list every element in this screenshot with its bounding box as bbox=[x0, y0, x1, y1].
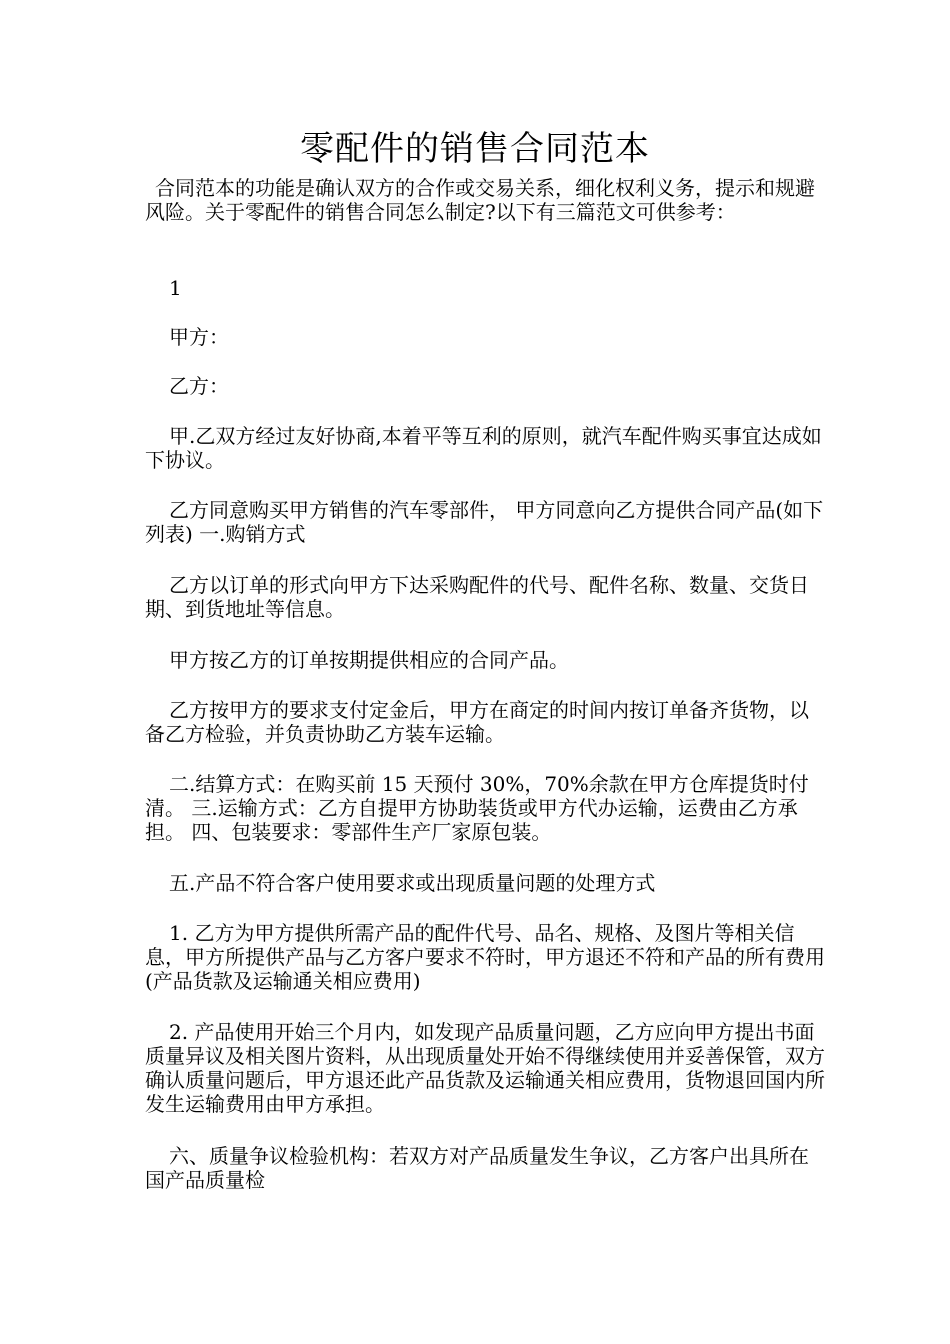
deposit-paragraph: 乙方按甲方的要求支付定金后，甲方在商定的时间内按订单备齐货物，以备乙方检验，并负责协助乙方装车运输。 bbox=[145, 698, 809, 746]
supply-paragraph: 甲方按乙方的订单按期提供相应的合同产品。 bbox=[169, 648, 569, 672]
clause-two-paragraph: 2. 产品使用开始三个月内，如发现产品质量问题，乙方应向甲方提出书面质量异议及相关图片资料，从出现质量处开始不得继续使用并妥善保管，双方确认质量问题后，甲方退还此产品货款及运输通关相应费用，货物退回国内所发生运输费用由甲方承担。 bbox=[145, 1020, 825, 1116]
section-five-heading: 五.产品不符合客户使用要求或出现质量问题的处理方式 bbox=[169, 871, 656, 895]
settlement-paragraph: 二.结算方式：在购买前 15 天预付 30%，70%余款在甲方仓库提货时付清。 三.运输方式：乙方自提甲方协助装货或甲方代办运输，运费由乙方承担。 四、包装要求：零部件生产厂家原包装。 bbox=[145, 772, 809, 844]
party-a-label: 甲方： bbox=[169, 325, 229, 349]
document-title: 零配件的销售合同范本 bbox=[300, 129, 650, 169]
party-b-label: 乙方： bbox=[169, 374, 229, 398]
purchase-paragraph: 乙方同意购买甲方销售的汽车零部件， 甲方同意向乙方提供合同产品(如下列表) 一.购销方式 bbox=[145, 498, 824, 546]
section-six-paragraph: 六、质量争议检验机构：若双方对产品质量发生争议，乙方客户出具所在国产品质量检 bbox=[145, 1144, 809, 1192]
section-number: 1 bbox=[169, 276, 182, 300]
clause-one-paragraph: 1. 乙方为甲方提供所需产品的配件代号、品名、规格、及图片等相关信息，甲方所提供产品与乙方客户要求不符时，甲方退还不符和产品的所有费用(产品货款及运输通关相应费用) bbox=[145, 921, 825, 993]
intro-paragraph: 合同范本的功能是确认双方的合作或交易关系，细化权利义务，提示和规避风险。关于零配件的销售合同怎么制定?以下有三篇范文可供参考： bbox=[145, 176, 815, 224]
order-paragraph: 乙方以订单的形式向甲方下达采购配件的代号、配件名称、数量、交货日期、到货地址等信息。 bbox=[145, 573, 809, 621]
agreement-paragraph: 甲.乙双方经过友好协商,本着平等互利的原则，就汽车配件购买事宜达成如下协议。 bbox=[145, 424, 822, 472]
